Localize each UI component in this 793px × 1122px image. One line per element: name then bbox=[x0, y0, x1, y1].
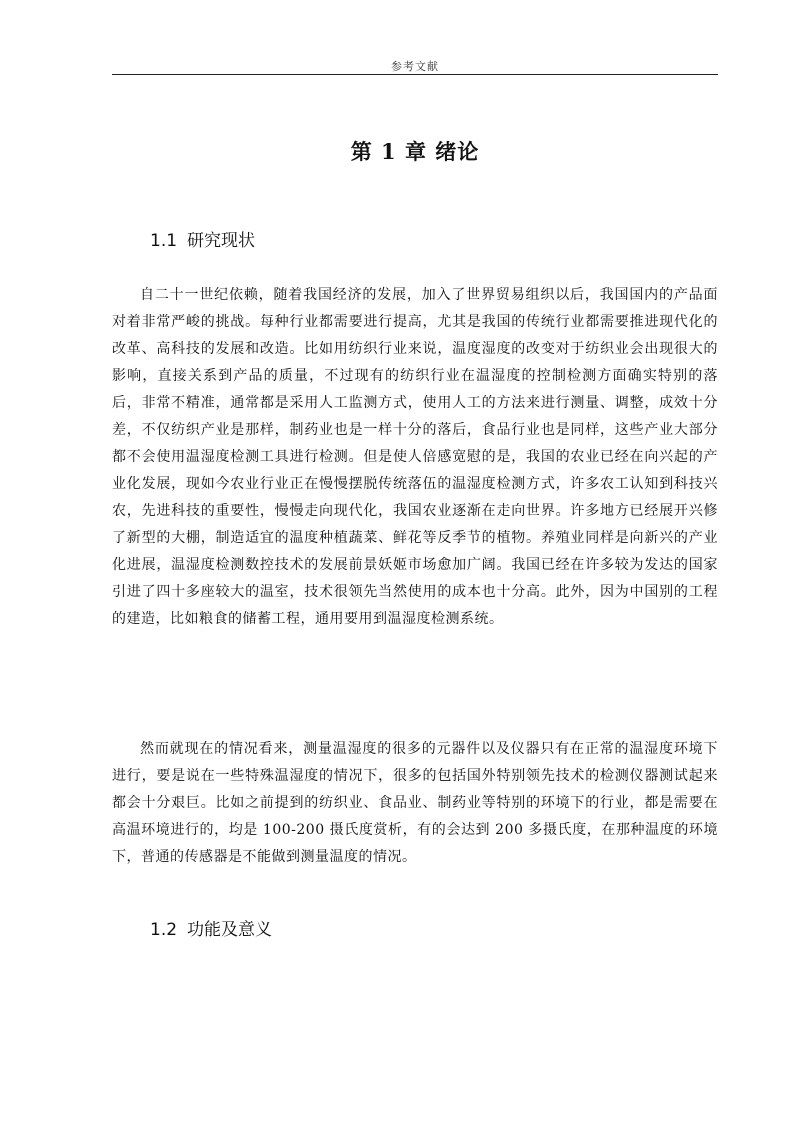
section-heading-1-1 bbox=[150, 226, 255, 251]
section-number: 1.2 bbox=[150, 920, 178, 940]
header-rule bbox=[112, 74, 718, 75]
section-title: 功能及意义 bbox=[187, 920, 273, 940]
chapter-title: 第 1 章 绪论 bbox=[350, 139, 480, 164]
section-title: 研究现状 bbox=[187, 231, 256, 251]
running-header: 参考文献 bbox=[391, 60, 439, 73]
body-paragraph-2: 然而就现在的情况看来，测量温湿度的很多的元器件以及仪器只有在正常的温湿度环境下进行，要是说在一些特殊温湿度的情况下，很多的包括国外特别领先技术的检测仪器测试起来都会十分艰巨。比如之前提到的纺织业、食品业、制药业等特别的环境下的行业，都是需要在高温环境进行的，均是 100-200 摄氏度赏析，有的会达到 200 多摄氏度，在那种温度的环境下，普通的传感器是不能做到测量温度的情况。 bbox=[112, 741, 718, 865]
section-number: 1.1 bbox=[150, 231, 178, 251]
section-heading-1-2 bbox=[150, 915, 272, 940]
body-paragraph-1: 自二十一世纪依赖，随着我国经济的发展，加入了世界贸易组织以后，我国国内的产品面对着非常严峻的挑战。每种行业都需要进行提高，尤其是我国的传统行业都需要推进现代化的改革、高科技的发展和改造。比如用纺织行业来说，温度湿度的改变对于纺织业会出现很大的影响，直接关系到产品的质量，不过现有的纺织行业在温湿度的控制检测方面确实特别的落后，非常不精准，通常都是采用人工监测方式，使用人工的方法来进行测量、调整，成效十分差，不仅纺织产业是那样，制药业也是一样十分的落后，食品行业也是同样，这些产业大部分都不会使用温湿度检测工具进行检测。但是使人倍感宽慰的是，我国的农业已经在向兴起的产业化发展，现如今农业行业正在慢慢摆脱传统落伍的温湿度检测方式，许多农工认知到科技兴农，先进科技的重要性，慢慢走向现代化，我国农业逐渐在走向世界。许多地方已经展开兴修了新型的大棚，制造适宜的温度种植蔬菜、鲜花等反季节的植物。养殖业同样是向新兴的产业化进展，温湿度检测数控技术的发展前景妖姬市场愈加广阔。我国已经在许多较为发达的国家引进了四十多座较大的温室，技术很领先当然使用的成本也十分高。此外，因为中国别的工程的建造，比如粮食的储蓄工程，通用要用到温湿度检测系统。 bbox=[112, 287, 718, 627]
